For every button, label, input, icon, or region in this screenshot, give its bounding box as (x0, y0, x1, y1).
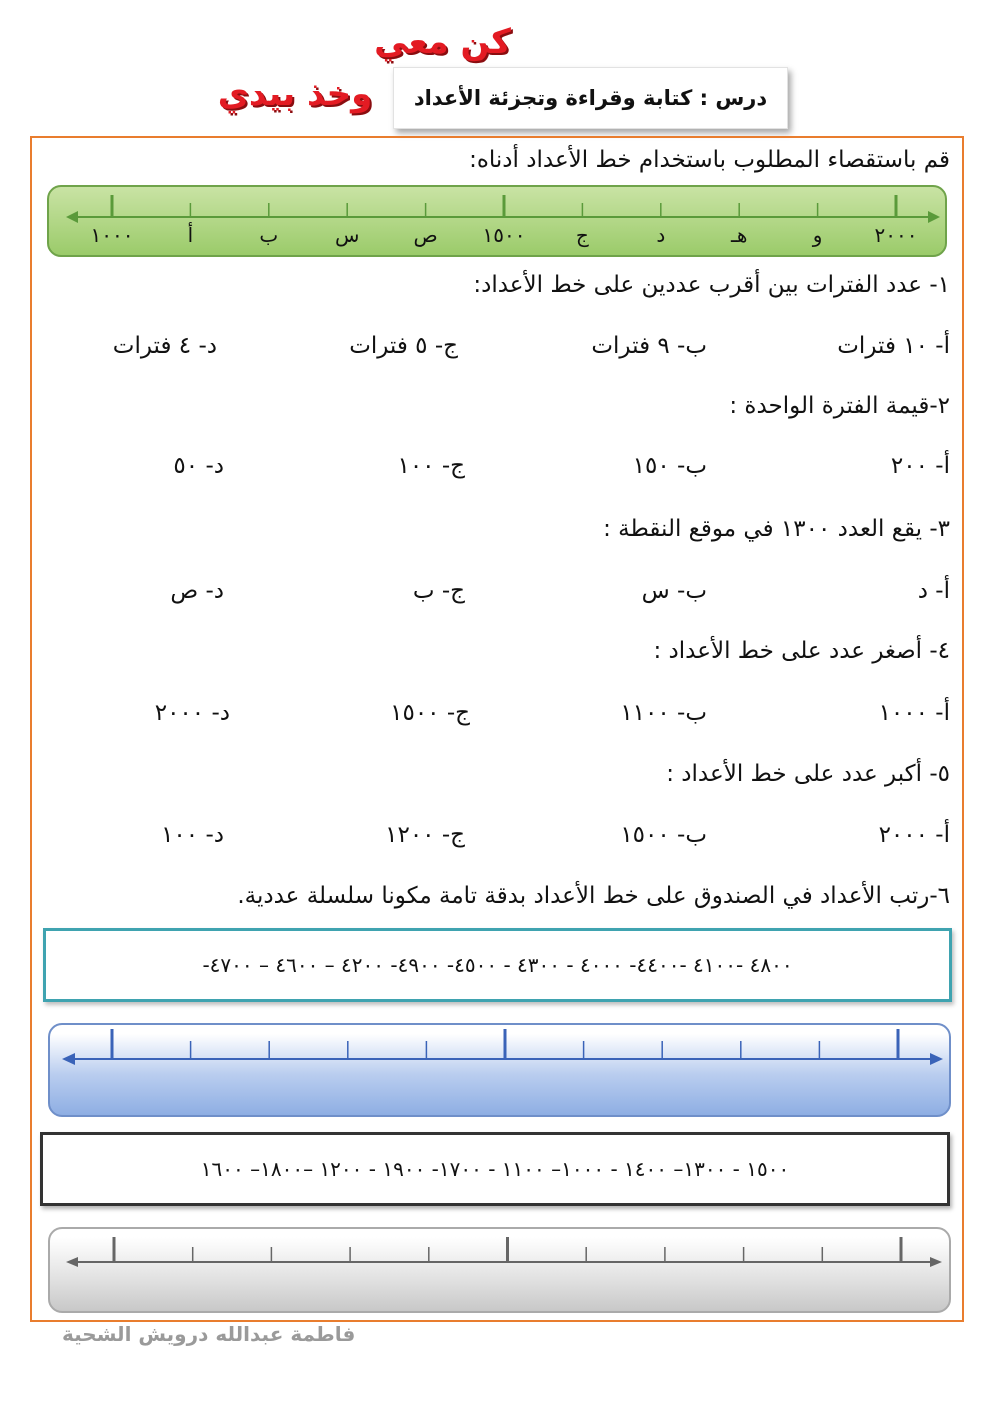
question-2: ٢-قيمة الفترة الواحدة : (729, 393, 950, 419)
options-q3 (0, 578, 1000, 614)
option-q2-d[interactable]: د- ٥٠ (173, 453, 224, 479)
number-line-label: ص (413, 223, 438, 247)
options-q2 (0, 453, 1000, 489)
option-q2-a[interactable]: أ- ٢٠٠ (890, 453, 950, 479)
option-q2-b[interactable]: ب- ١٥٠ (632, 453, 707, 479)
option-q3-d[interactable]: د- ص (170, 578, 224, 604)
question-4: ٤- أصغر عدد على خط الأعداد : (653, 638, 950, 664)
question-1: ١- عدد الفترات بين أقرب عددين على خط الأعداد: (473, 272, 950, 298)
option-q3-b[interactable]: ب- س (641, 578, 707, 604)
option-q4-d[interactable]: د- ٢٠٠٠ (154, 700, 230, 726)
sequence-1-text: ٤٨٠٠ -٤١٠٠ -٤٤٠٠- ٤٠٠٠ - ٤٣٠٠ - ٤٥٠٠- ٤٩٠٠- ٤٢٠٠ – ٤٦٠٠ – ٤٧٠٠- (202, 953, 793, 977)
arrow-left-icon (62, 1053, 75, 1065)
number-line-label: ب (259, 223, 279, 247)
number-line-label: هـ (730, 223, 748, 247)
option-q4-a[interactable]: أ- ١٠٠٠ (878, 700, 950, 726)
option-q1-b[interactable]: ب- ٩ فترات (591, 333, 707, 359)
number-line-label: د (656, 223, 666, 247)
arrow-left-icon (66, 1257, 78, 1267)
option-q5-c[interactable]: ج- ١٢٠٠ (385, 822, 465, 848)
arrow-left-icon (66, 211, 78, 223)
lesson-title: درس : كتابة وقراءة وتجزئة الأعداد (413, 86, 768, 110)
author-signature: فاطمة عبدالله درويش الشحية (62, 1322, 356, 1346)
question-6: ٦-رتب الأعداد في الصندوق على خط الأعداد بدقة تامة مكونا سلسلة عددية. (237, 883, 950, 909)
number-line-label: ج (575, 223, 589, 247)
option-q5-d[interactable]: د- ١٠٠ (161, 822, 224, 848)
options-q4 (0, 700, 1000, 736)
tick-marks (112, 195, 896, 217)
options-q1 (0, 333, 1000, 369)
option-q1-d[interactable]: د- ٤ فترات (112, 333, 217, 359)
options-q5 (0, 822, 1000, 858)
sequence-box-2 (40, 1132, 950, 1206)
option-q1-a[interactable]: أ- ١٠ فترات (837, 333, 950, 359)
option-q3-a[interactable]: أ- د (917, 578, 950, 604)
sequence-box-1 (43, 928, 952, 1002)
arrow-right-icon (930, 1257, 942, 1267)
number-line-labeled-axis (0, 0, 1000, 300)
number-line-label: و (812, 223, 823, 247)
sequence-2-text: ١٥٠٠ - ١٣٠٠– ١٤٠٠ - ١٠٠٠– ١١٠٠ - ١٧٠٠- ١٩٠٠ - ١٢٠٠ –١٨٠٠– ١٦٠٠ (200, 1157, 790, 1181)
option-q3-c[interactable]: ج- ب (412, 578, 465, 604)
option-q4-b[interactable]: ب- ١١٠٠ (620, 700, 707, 726)
option-q5-b[interactable]: ب- ١٥٠٠ (620, 822, 707, 848)
question-5: ٥- أكبر عدد على خط الأعداد : (666, 761, 950, 787)
tick-marks (114, 1237, 901, 1262)
option-q5-a[interactable]: أ- ٢٠٠٠ (878, 822, 950, 848)
number-line-label: ٢٠٠٠ (874, 223, 918, 247)
instruction: قم باستقصاء المطلوب باستخدام خط الأعداد أدناه: (469, 147, 950, 173)
arrow-right-icon (928, 211, 940, 223)
number-line-blank-1-axis (0, 1000, 1000, 1130)
logo-line1: كن معي (374, 22, 511, 62)
number-line-label: ١٠٠٠ (90, 223, 134, 247)
option-q2-c[interactable]: ج- ١٠٠ (397, 453, 465, 479)
option-q4-c[interactable]: ج- ١٥٠٠ (390, 700, 470, 726)
tick-marks (112, 1029, 898, 1059)
arrow-right-icon (930, 1053, 943, 1065)
question-3: ٣- يقع العدد ١٣٠٠ في موقع النقطة : (603, 516, 950, 542)
number-line-label: س (334, 223, 360, 247)
number-line-label: أ (187, 223, 194, 247)
number-line-blank-2-axis (0, 1200, 1000, 1330)
option-q1-c[interactable]: ج- ٥ فترات (349, 333, 458, 359)
logo-line2: وخذ بيدي (217, 74, 373, 114)
number-line-label: ١٥٠٠ (482, 223, 526, 247)
